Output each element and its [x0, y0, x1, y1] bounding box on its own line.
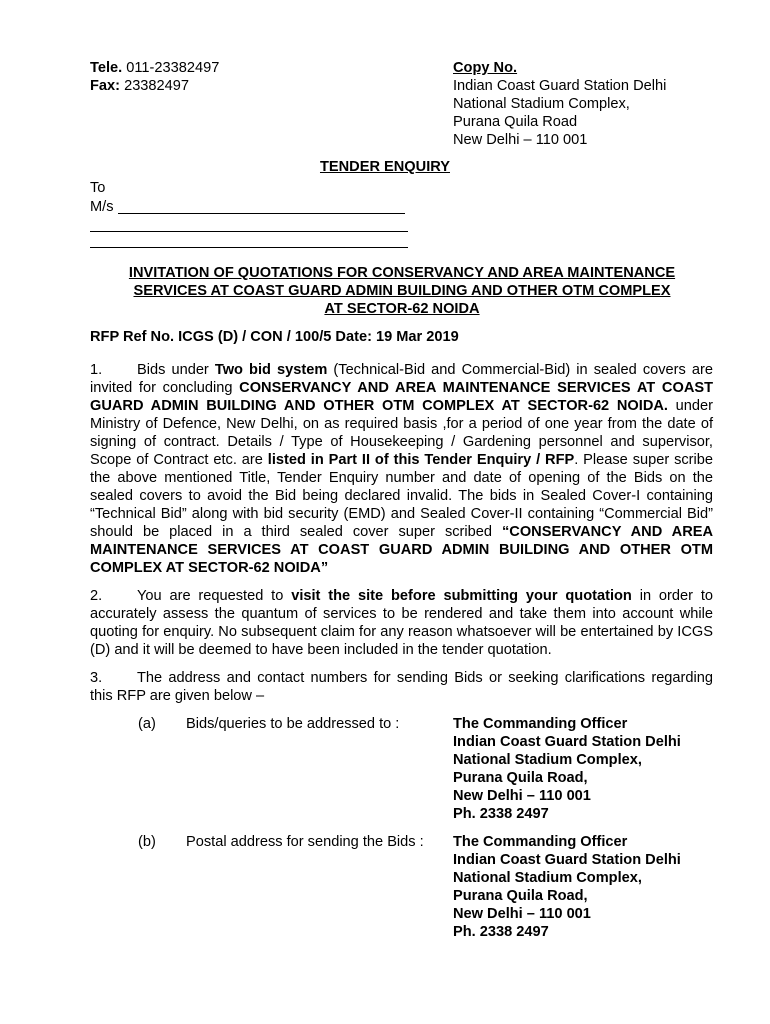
paragraph-number: 1.: [90, 362, 103, 378]
paragraph-1: [90, 361, 713, 577]
address-line: Purana Quila Road,: [453, 770, 588, 786]
address-line: Indian Coast Guard Station Delhi: [453, 852, 681, 868]
paragraph-number: 3.: [90, 670, 103, 686]
address-line: New Delhi – 110 001: [453, 788, 591, 804]
address-item-description: Postal address for sending the Bids :: [186, 834, 424, 850]
address-line: Ph. 2338 2497: [453, 924, 549, 940]
station-address-line: New Delhi – 110 001: [453, 132, 588, 148]
address-line: Purana Quila Road,: [453, 888, 588, 904]
station-address-line: Indian Coast Guard Station Delhi: [453, 78, 667, 94]
address-line: National Stadium Complex,: [453, 752, 642, 768]
address-line: Ph. 2338 2497: [453, 806, 549, 822]
paragraph-2: [90, 587, 713, 659]
tele-value: 011-23382497: [126, 60, 220, 76]
subject-line: INVITATION OF QUOTATIONS FOR CONSERVANCY AND AREA MAINTENANCE: [128, 265, 676, 281]
rfp-reference: RFP Ref No. ICGS (D) / CON / 100/5 Date: 19 Mar 2019: [90, 329, 459, 345]
fax-value: 23382497: [124, 78, 190, 94]
para-bold-text: Two bid system: [214, 362, 328, 378]
station-address-line: National Stadium Complex,: [453, 96, 630, 112]
ms-label: M/s: [90, 199, 114, 215]
para-text: You are requested to: [137, 588, 292, 604]
para-bold-text: listed in Part II of this Tender Enquiry / RFP: [267, 452, 575, 468]
para-text: The address and contact numbers for sending Bids or seeking clarifications regarding this RFP are given below –: [90, 670, 713, 704]
address-item-label: (b): [138, 834, 156, 850]
para-text: in order to accurately assess the quantum of services to be rendered and take them into account while quoting for enquiry. No subsequent claim for any reason whatsoever will be entertained by ICGS (D) and it will be deemed to have been included in the tender quotation.: [90, 588, 713, 658]
address-block-a: [453, 715, 681, 823]
copy-no-label: Copy No.: [453, 60, 518, 76]
recipient-blank-line: [90, 247, 408, 248]
para-bold-text: CONSERVANCY AND AREA MAINTENANCE SERVICES AT COAST GUARD ADMIN BUILDING AND OTHER OTM COMPLEX AT SECTOR-62 NOIDA.: [90, 380, 714, 414]
subject-line: AT SECTOR-62 NOIDA: [324, 301, 480, 317]
subject-line: SERVICES AT COAST GUARD ADMIN BUILDING AND OTHER OTM COMPLEX: [133, 283, 671, 299]
address-line: National Stadium Complex,: [453, 870, 642, 886]
para-text: . Please super scribe the above mentioned Title, Tender Enquiry number and date of opening of the Bids on the sealed covers to avoid the Bid being declared invalid. The bids in Sealed Cover-I containing “Technical Bid” along with bid security (EMD) and Sealed Cover-II containing “Commercial Bid” should be placed in a third sealed cover super scribed: [90, 452, 714, 540]
address-line: The Commanding Officer: [453, 834, 628, 850]
para-bold-text: “CONSERVANCY AND AREA MAINTENANCE SERVICES AT COAST GUARD ADMIN BUILDING AND OTHER OTM COMPLEX AT SECTOR-62 NOIDA”: [90, 524, 714, 576]
document-title: TENDER ENQUIRY: [319, 159, 450, 175]
fax-line: [90, 77, 189, 95]
address-item-description: Bids/queries to be addressed to :: [186, 716, 400, 732]
station-address-line: Purana Quila Road: [453, 114, 578, 130]
recipient-blank-line: [90, 231, 408, 232]
address-line: The Commanding Officer: [453, 716, 628, 732]
para-text: (Technical-Bid and Commercial-Bid) in sealed covers are invited for concluding: [90, 362, 713, 396]
paragraph-3: [90, 669, 713, 705]
tele-label: Tele.: [90, 60, 123, 76]
para-text: Bids under: [137, 362, 215, 378]
address-line: Indian Coast Guard Station Delhi: [453, 734, 681, 750]
tele-line: [90, 59, 219, 77]
fax-label: Fax:: [90, 78, 121, 94]
recipient-blank-line: [118, 213, 405, 214]
paragraph-number: 2.: [90, 588, 103, 604]
to-label: To: [90, 180, 106, 196]
address-line: New Delhi – 110 001: [453, 906, 591, 922]
address-item-label: (a): [138, 716, 156, 732]
para-bold-text: visit the site before submitting your quotation: [291, 588, 632, 604]
address-block-b: [453, 833, 681, 941]
para-text: under Ministry of Defence, New Delhi, on as required basis ,for a period of one year from the date of signing of contract. Details / Type of Housekeeping / Gardening personnel and supervisor, Scope of Contract etc. are: [90, 398, 713, 468]
